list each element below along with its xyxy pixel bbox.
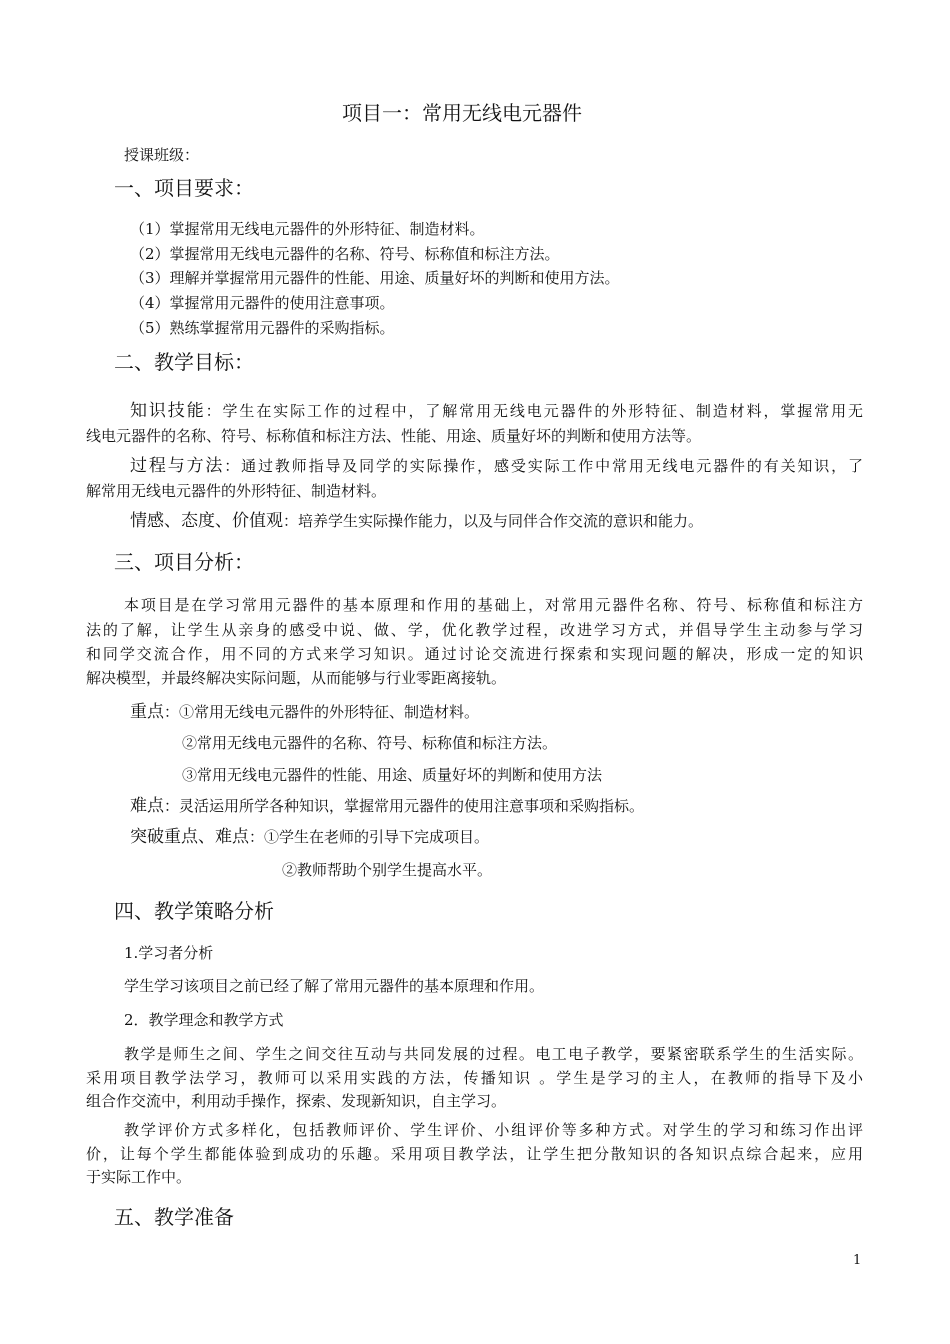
difficulty-text: ：灵活运用所学各种知识，掌握常用元器件的使用注意事项和采购指标。 <box>164 797 645 815</box>
process-paragraph-line: 解常用无线电元器件的外形特征、制造材料。 <box>86 482 387 500</box>
requirement-item: （2）掌握常用无线电元器件的名称、符号、标称值和标注方法。 <box>130 245 560 263</box>
key-point-item: ：①常用无线电元器件的外形特征、制造材料。 <box>164 703 480 721</box>
knowledge-text: ：学生在实际工作的过程中，了解常用无线电元器件的外形特征、制造材料，掌握常用无 <box>205 402 863 420</box>
section-heading-requirements: 一、项目要求： <box>114 176 254 200</box>
knowledge-paragraph-line: 线电元器件的名称、符号、标称值和标注方法、性能、用途、质量好坏的判断和使用方法等。 <box>86 427 702 445</box>
emotion-paragraph <box>130 511 703 531</box>
emotion-label: 情感、态度、价值观 <box>130 511 283 531</box>
emotion-text: ：培养学生实际操作能力，以及与同伴合作交流的意识和能力。 <box>283 512 704 530</box>
class-label: 授课班级： <box>124 146 200 164</box>
breakthrough-item: ：①学生在老师的引导下完成项目。 <box>249 828 490 846</box>
evaluation-paragraph-line: 于实际工作中。 <box>86 1168 192 1186</box>
teaching-paragraph-line: 教学是师生之间、学生之间交往互动与共同发展的过程。电工电子教学，要紧密联系学生的生活实际。 <box>124 1045 863 1063</box>
requirement-item: （5）熟练掌握常用元器件的采购指标。 <box>130 319 395 337</box>
requirement-item: （1）掌握常用无线电元器件的外形特征、制造材料。 <box>130 220 485 238</box>
breakthrough-label: 突破重点、难点 <box>130 827 249 847</box>
section-heading-goals: 二、教学目标： <box>114 350 254 374</box>
document-title: 项目一：常用无线电元器件 <box>342 101 582 125</box>
process-text: ：通过教师指导及同学的实际操作，感受实际工作中常用无线电元器件的有关知识，了 <box>224 457 864 475</box>
analysis-paragraph-line: 本项目是在学习常用元器件的基本原理和作用的基础上，对常用元器件名称、符号、标称值和标注方 <box>124 596 863 614</box>
evaluation-paragraph-line: 价，让每个学生都能体验到成功的乐趣。采用项目教学法，让学生把分散知识的各知识点综合起来，应用 <box>86 1145 863 1163</box>
page-number: 1 <box>853 1253 862 1268</box>
evaluation-paragraph-line: 教学评价方式多样化，包括教师评价、学生评价、小组评价等多种方式。对学生的学习和练习作出评 <box>124 1121 863 1139</box>
section-heading-preparation: 五、教学准备 <box>114 1205 234 1229</box>
difficulty-line <box>130 796 644 816</box>
teaching-paragraph-line: 采用项目教学法学习，教师可以采用实践的方法，传播知识 。学生是学习的主人，在教师的指导下及小 <box>86 1069 863 1087</box>
knowledge-paragraph-line <box>130 401 863 421</box>
analysis-paragraph-line: 法的了解，让学生从亲身的感受中说、做、学，优化教学过程，改进学习方式，并倡导学生主动参与学习 <box>86 621 863 639</box>
breakthrough-line <box>130 827 489 847</box>
subsection-text: 学生学习该项目之前已经了解了常用元器件的基本原理和作用。 <box>124 977 545 995</box>
subsection-title: 2．教学理念和教学方式 <box>124 1011 284 1029</box>
key-point-line <box>130 702 479 722</box>
difficulty-label: 难点 <box>130 796 164 816</box>
analysis-paragraph-line: 解决模型，并最终解决实际问题，从而能够与行业零距离接轨。 <box>86 669 507 687</box>
section-heading-analysis: 三、项目分析： <box>114 550 254 574</box>
key-point-label: 重点 <box>130 702 164 722</box>
requirement-item: （4）掌握常用元器件的使用注意事项。 <box>130 294 395 312</box>
subsection-title: 1.学习者分析 <box>124 944 214 962</box>
key-point-item: ③常用无线电元器件的性能、用途、质量好坏的判断和使用方法 <box>182 766 603 784</box>
knowledge-label: 知识技能 <box>130 401 206 421</box>
key-point-item: ②常用无线电元器件的名称、符号、标称值和标注方法。 <box>182 734 558 752</box>
teaching-paragraph-line: 组合作交流中，利用动手操作，探索、发现新知识，自主学习。 <box>86 1092 507 1110</box>
breakthrough-item: ②教师帮助个别学生提高水平。 <box>282 861 493 879</box>
analysis-paragraph-line: 和同学交流合作，用不同的方式来学习知识。通过讨论交流进行探索和实现问题的解决，形成一定的知识 <box>86 645 863 663</box>
process-paragraph-line <box>130 456 863 476</box>
process-label: 过程与方法 <box>130 456 225 476</box>
requirement-item: （3）理解并掌握常用元器件的性能、用途、质量好坏的判断和使用方法。 <box>130 269 620 287</box>
section-heading-strategy: 四、教学策略分析 <box>114 899 274 923</box>
